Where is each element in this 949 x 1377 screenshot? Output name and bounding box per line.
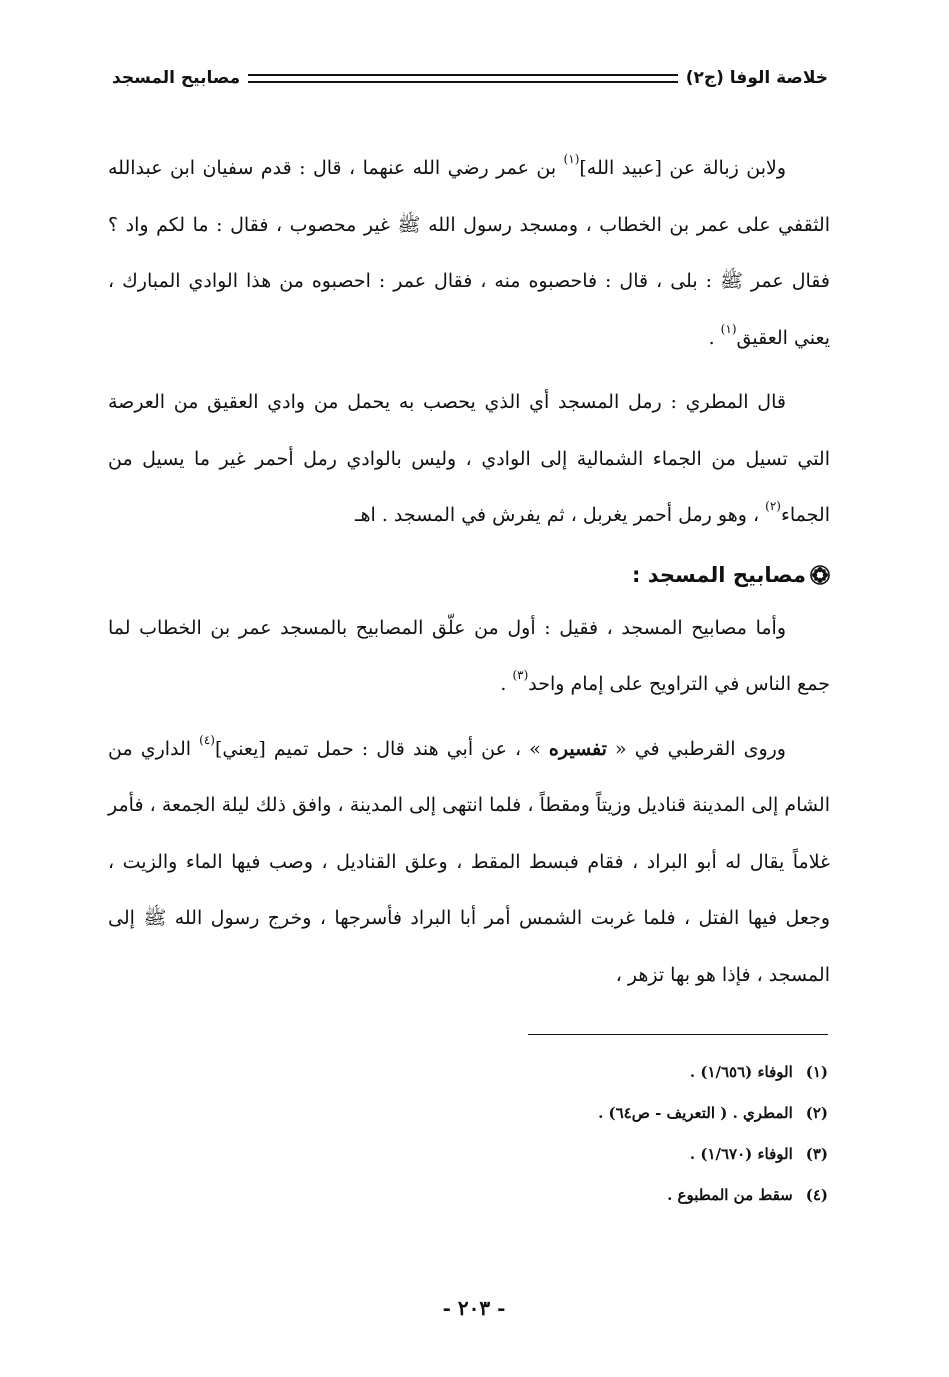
section-title: مصابيح المسجد xyxy=(112,68,241,88)
footnote-ref-1-repeat[interactable]: (١) xyxy=(720,321,737,336)
paragraph-1-text-a: ولابن زبالة عن [عبيد الله] xyxy=(579,157,786,179)
running-header xyxy=(112,62,828,94)
footnote-text: الوفاء (١/٦٧٠) . xyxy=(689,1145,793,1163)
paragraph-3 xyxy=(108,600,830,713)
footnote-ref-2[interactable]: (٢) xyxy=(765,499,781,514)
paragraph-2-text-a: قال المطري : رمل المسجد أي الذي يحصب به يحمل من وادي العقيق من العرصة التي تسيل من الجماء الشمالية إلى الوادي ، وليس بالوادي رمل أحمر غير ما يسيل من الجماء xyxy=(108,391,830,526)
flower-ornament-icon xyxy=(810,553,830,573)
footnote-2 xyxy=(300,1093,828,1134)
paragraph-4 xyxy=(108,721,830,1004)
footnote-rule xyxy=(528,1034,828,1035)
paragraph-4-text-b: » ، عن أبي هند قال : حمل تميم [يعني] xyxy=(214,737,549,760)
footnote-ref-1[interactable]: (١) xyxy=(563,152,580,167)
page-number: - ٢٠٣ - xyxy=(442,1296,506,1320)
paragraph-3-text-a: وأما مصابيح المسجد ، فقيل : أول من علّق المصابيح بالمسجد عمر بن الخطاب لما جمع الناس في التراويح على إمام واحد xyxy=(108,616,830,695)
header-rule xyxy=(248,74,678,83)
paragraph-1-text-c: . xyxy=(708,326,721,349)
book-title: خلاصة الوفا (ج٢) xyxy=(685,68,828,88)
paragraph-1 xyxy=(108,140,830,366)
book-reference: تفسيره xyxy=(548,737,607,760)
main-text xyxy=(108,140,830,1003)
paragraph-2 xyxy=(108,374,830,544)
footnote-number: (٢) xyxy=(805,1104,828,1122)
footnote-number: (٤) xyxy=(805,1186,828,1204)
footnote-ref-4[interactable]: (٤) xyxy=(199,732,215,747)
footnote-1 xyxy=(300,1052,828,1093)
footnote-text: المطري . ( التعريف - ص٦٤) . xyxy=(598,1104,793,1122)
footnote-ref-3[interactable]: (٣) xyxy=(512,668,529,683)
paragraph-4-text-a: وروى القرطبي في « xyxy=(606,737,786,760)
footnote-3 xyxy=(300,1134,828,1175)
paragraph-2-text-b: ، وهو رمل أحمر يغربل ، ثم يفرش في المسجد . اهـ xyxy=(354,504,766,526)
footnote-number: (١) xyxy=(805,1063,828,1081)
footnote-text: سقط من المطبوع . xyxy=(667,1186,793,1204)
paragraph-1-text-b: بن عمر رضي الله عنهما ، قال : قدم سفيان ابن عبدالله الثقفي على عمر بن الخطاب ، ومسجد رسول الله ﷺ غير محصوب ، فقال : ما لكم واد ؟ فقال عمر ﷺ : بلى ، قال : فاحصبوه منه ، فقال عمر : احصبوه من هذا الوادي المبارك ، يعني العقيق xyxy=(108,157,830,349)
section-heading xyxy=(108,550,830,600)
footnotes xyxy=(300,1052,828,1216)
paragraph-4-text-c: الداري من الشام إلى المدينة قناديل وزيتاً ومقطاً ، فلما انتهى إلى المدينة ، وافق ذلك ليلة الجمعة ، فأمر غلاماً يقال له أبو البراد ، فقام فبسط المقط ، وعلق القناديل ، وصب فيها الماء والزيت ، وجعل فيها الفتل ، فلما غربت الشمس أمر أبا البراد فأسرجها ، وخرج رسول الله ﷺ إلى المسجد ، فإذا هو بها تزهر ، xyxy=(108,737,830,986)
footnote-number: (٣) xyxy=(805,1145,828,1163)
paragraph-3-text-b: . xyxy=(500,673,513,695)
section-heading-text: مصابيح المسجد : xyxy=(632,562,806,587)
footnote-text: الوفاء (١/٦٥٦) . xyxy=(689,1063,793,1081)
footnote-4 xyxy=(300,1175,828,1216)
